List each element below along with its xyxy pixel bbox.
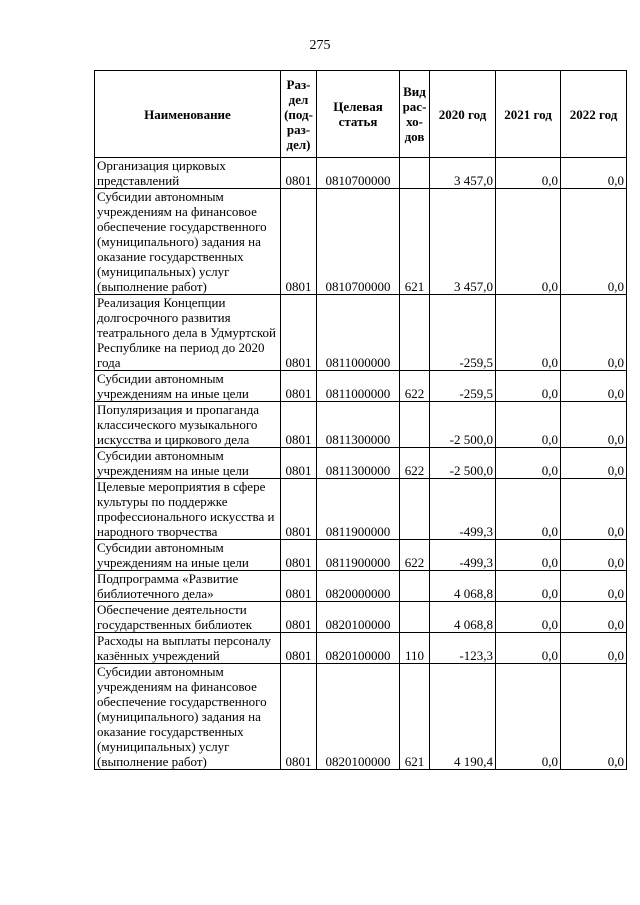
row-expense-type bbox=[400, 158, 430, 189]
header-target: Целевая статья bbox=[317, 71, 400, 158]
row-target-article: 0820100000 bbox=[317, 664, 400, 770]
header-2022: 2022 год bbox=[561, 71, 627, 158]
row-section: 0801 bbox=[281, 540, 317, 571]
row-target-article: 0811900000 bbox=[317, 479, 400, 540]
row-section: 0801 bbox=[281, 158, 317, 189]
row-name: Подпрограмма «Развитие библиотечного дела» bbox=[95, 571, 281, 602]
row-name: Субсидии автономным учреждениям на иные цели bbox=[95, 371, 281, 402]
table-row bbox=[95, 571, 627, 602]
header-2021: 2021 год bbox=[496, 71, 561, 158]
table-row bbox=[95, 371, 627, 402]
row-value-2021: 0,0 bbox=[496, 189, 561, 295]
row-value-2022: 0,0 bbox=[561, 571, 627, 602]
row-value-2021: 0,0 bbox=[496, 371, 561, 402]
table-row bbox=[95, 633, 627, 664]
row-expense-type: 621 bbox=[400, 664, 430, 770]
row-value-2022: 0,0 bbox=[561, 402, 627, 448]
row-value-2021: 0,0 bbox=[496, 448, 561, 479]
row-value-2021: 0,0 bbox=[496, 402, 561, 448]
row-value-2022: 0,0 bbox=[561, 448, 627, 479]
row-name: Субсидии автономным учреждениям на финансовое обеспечение государственного (муниципального) задания на оказание государственных (муниципальных) услуг (выполнение работ) bbox=[95, 189, 281, 295]
row-value-2022: 0,0 bbox=[561, 664, 627, 770]
table-row bbox=[95, 602, 627, 633]
row-value-2020: 4 068,8 bbox=[430, 571, 496, 602]
row-section: 0801 bbox=[281, 571, 317, 602]
row-value-2022: 0,0 bbox=[561, 479, 627, 540]
row-value-2020: 3 457,0 bbox=[430, 189, 496, 295]
row-value-2020: 4 190,4 bbox=[430, 664, 496, 770]
row-expense-type: 622 bbox=[400, 448, 430, 479]
header-2020: 2020 год bbox=[430, 71, 496, 158]
row-value-2022: 0,0 bbox=[561, 158, 627, 189]
row-expense-type: 622 bbox=[400, 540, 430, 571]
row-name: Субсидии автономным учреждениям на финансовое обеспечение государственного (муниципального) задания на оказание государственных (муниципальных) услуг (выполнение работ) bbox=[95, 664, 281, 770]
row-target-article: 0820000000 bbox=[317, 571, 400, 602]
row-name: Субсидии автономным учреждениям на иные цели bbox=[95, 448, 281, 479]
row-target-article: 0811900000 bbox=[317, 540, 400, 571]
row-value-2021: 0,0 bbox=[496, 571, 561, 602]
table-row bbox=[95, 479, 627, 540]
row-target-article: 0811300000 bbox=[317, 402, 400, 448]
row-expense-type bbox=[400, 602, 430, 633]
row-section: 0801 bbox=[281, 189, 317, 295]
row-value-2022: 0,0 bbox=[561, 371, 627, 402]
row-value-2022: 0,0 bbox=[561, 295, 627, 371]
row-value-2021: 0,0 bbox=[496, 295, 561, 371]
row-name: Целевые мероприятия в сфере культуры по поддержке профессионального искусства и народного творчества bbox=[95, 479, 281, 540]
row-target-article: 0820100000 bbox=[317, 633, 400, 664]
row-value-2021: 0,0 bbox=[496, 602, 561, 633]
row-name: Организация цирковых представлений bbox=[95, 158, 281, 189]
row-value-2020: 3 457,0 bbox=[430, 158, 496, 189]
row-value-2020: -123,3 bbox=[430, 633, 496, 664]
row-name: Обеспечение деятельности государственных библиотек bbox=[95, 602, 281, 633]
row-name: Реализация Концепции долгосрочного развития театрального дела в Удмуртской Республике на период до 2020 года bbox=[95, 295, 281, 371]
row-section: 0801 bbox=[281, 479, 317, 540]
row-value-2021: 0,0 bbox=[496, 479, 561, 540]
row-value-2021: 0,0 bbox=[496, 633, 561, 664]
row-name: Расходы на выплаты персоналу казённых учреждений bbox=[95, 633, 281, 664]
row-section: 0801 bbox=[281, 633, 317, 664]
row-value-2022: 0,0 bbox=[561, 540, 627, 571]
header-name: Наименование bbox=[95, 71, 281, 158]
row-value-2021: 0,0 bbox=[496, 158, 561, 189]
row-value-2021: 0,0 bbox=[496, 664, 561, 770]
row-name: Субсидии автономным учреждениям на иные цели bbox=[95, 540, 281, 571]
row-value-2020: -259,5 bbox=[430, 371, 496, 402]
table-row bbox=[95, 189, 627, 295]
row-target-article: 0810700000 bbox=[317, 189, 400, 295]
row-value-2022: 0,0 bbox=[561, 602, 627, 633]
table-row bbox=[95, 295, 627, 371]
row-expense-type bbox=[400, 402, 430, 448]
row-expense-type: 110 bbox=[400, 633, 430, 664]
table-row bbox=[95, 402, 627, 448]
page-number: 275 bbox=[309, 38, 331, 53]
row-section: 0801 bbox=[281, 664, 317, 770]
row-value-2021: 0,0 bbox=[496, 540, 561, 571]
table-row bbox=[95, 448, 627, 479]
row-target-article: 0810700000 bbox=[317, 158, 400, 189]
row-target-article: 0811000000 bbox=[317, 371, 400, 402]
row-target-article: 0820100000 bbox=[317, 602, 400, 633]
row-section: 0801 bbox=[281, 448, 317, 479]
row-section: 0801 bbox=[281, 602, 317, 633]
row-value-2020: -499,3 bbox=[430, 540, 496, 571]
row-expense-type: 622 bbox=[400, 371, 430, 402]
header-row bbox=[95, 71, 627, 158]
row-expense-type bbox=[400, 479, 430, 540]
table-row bbox=[95, 158, 627, 189]
table-row bbox=[95, 664, 627, 770]
budget-table bbox=[94, 70, 627, 770]
row-section: 0801 bbox=[281, 371, 317, 402]
table-row bbox=[95, 540, 627, 571]
row-value-2022: 0,0 bbox=[561, 189, 627, 295]
header-expense-type: Вид рас- хо- дов bbox=[400, 71, 430, 158]
row-value-2022: 0,0 bbox=[561, 633, 627, 664]
row-target-article: 0811300000 bbox=[317, 448, 400, 479]
header-section: Раз- дел (под- раз- дел) bbox=[281, 71, 317, 158]
table-body bbox=[95, 158, 627, 770]
row-section: 0801 bbox=[281, 402, 317, 448]
row-expense-type: 621 bbox=[400, 189, 430, 295]
row-value-2020: -499,3 bbox=[430, 479, 496, 540]
row-expense-type bbox=[400, 295, 430, 371]
row-value-2020: -2 500,0 bbox=[430, 402, 496, 448]
row-value-2020: 4 068,8 bbox=[430, 602, 496, 633]
row-name: Популяризация и пропаганда классического музыкального искусства и циркового дела bbox=[95, 402, 281, 448]
row-value-2020: -2 500,0 bbox=[430, 448, 496, 479]
row-target-article: 0811000000 bbox=[317, 295, 400, 371]
row-expense-type bbox=[400, 571, 430, 602]
row-section: 0801 bbox=[281, 295, 317, 371]
row-value-2020: -259,5 bbox=[430, 295, 496, 371]
